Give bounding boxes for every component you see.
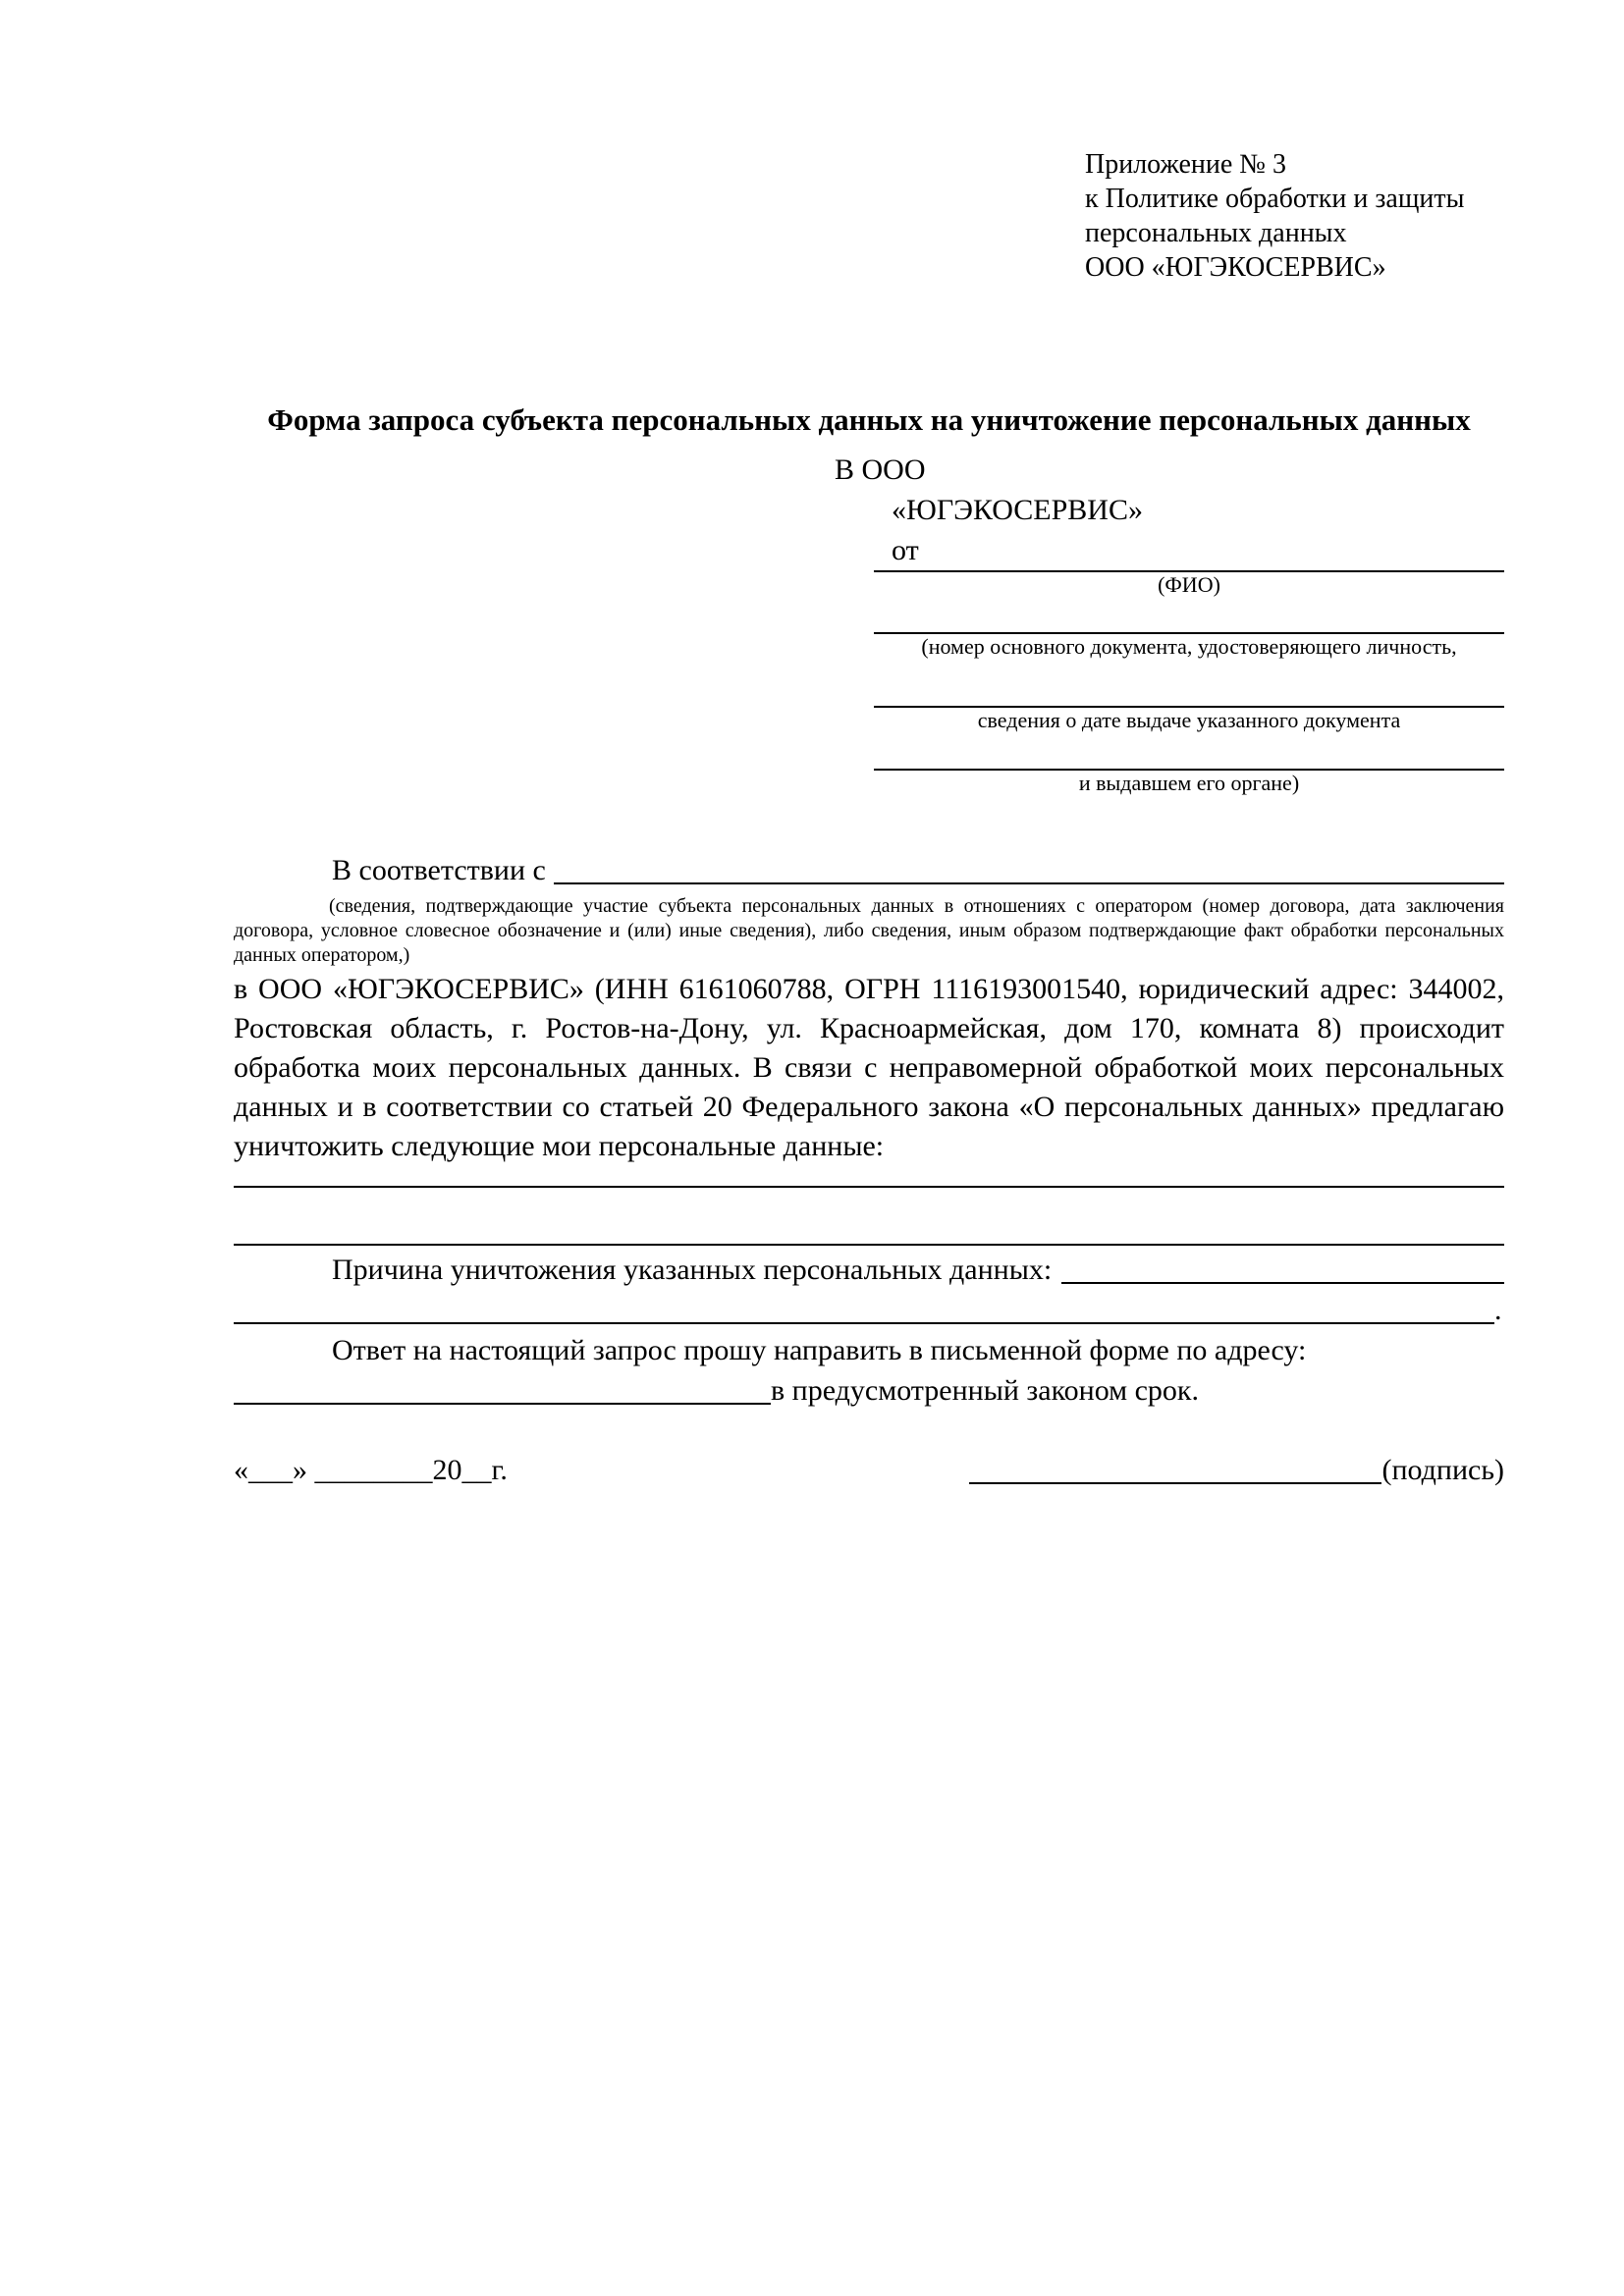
appendix-header-line: персональных данных xyxy=(1085,218,1347,248)
recipient-line-2: «ЮГЭКОСЕРВИС» xyxy=(892,494,1143,526)
reason-continuation-row xyxy=(234,1290,1504,1330)
data-blank-line-1 xyxy=(234,1166,1504,1188)
reason-continuation-blank-line xyxy=(234,1290,1494,1324)
body-paragraph: в ООО «ЮГЭКОСЕРВИС» (ИНН 6161060788, ОГРН 1116193001540, юридический адрес: 344002, Ростовская область, г. Ростов-на-Дону, ул. Красноармейская, дом 170, комната 8) происходит обработка моих персональных данных. В связи с неправомерной обработкой моих персональных данных и в соответствии со статьей 20 Федерального закона «О персональных данных» предлагаю уничтожить следующие мои персональные данные: xyxy=(234,973,1504,1162)
issuing-authority-field xyxy=(874,769,1504,796)
appendix-header-line: Приложение № 3 xyxy=(1085,149,1286,180)
issuing-authority-caption: и выдавшем его органе) xyxy=(1078,771,1300,795)
recipient-line-1: В ООО xyxy=(835,454,926,486)
issue-date-field xyxy=(874,706,1504,733)
form-title: Форма запроса субъекта персональных данных на уничтожение персональных данных xyxy=(267,402,1471,437)
document-number-field xyxy=(874,632,1504,660)
document-number-caption: (номер основного документа, удостоверяющего личность, xyxy=(921,634,1457,659)
fio-field xyxy=(874,570,1504,598)
reason-label: Причина уничтожения указанных персональных данных: xyxy=(332,1254,1053,1286)
document-content xyxy=(234,0,1504,1490)
reply-paragraph: Ответ на настоящий запрос прошу направить в письменной форме по адресу: xyxy=(332,1334,1307,1366)
data-blank-line-2 xyxy=(234,1188,1504,1246)
issue-date-caption: сведения о дате выдаче указанного документа xyxy=(977,708,1401,732)
date-line: «___» ________20__г. xyxy=(234,1454,508,1486)
signature-blank-line xyxy=(969,1482,1381,1484)
signature-block xyxy=(969,1450,1504,1490)
date-signature-row xyxy=(234,1450,1504,1490)
recipient-line-3: от xyxy=(892,534,919,566)
reason-row xyxy=(234,1250,1504,1290)
appendix-header xyxy=(1085,147,1504,285)
accordance-note: (сведения, подтверждающие участие субъекта персональных данных в отношениях с оператором (номер договора, дата заключения договора, условное словесное обозначение и (или) иные сведения), либо сведения, иным образом подтверждающие факт обработки персональных данных оператором,) xyxy=(234,895,1504,966)
reason-blank-line xyxy=(1061,1250,1504,1284)
accordance-lead: В соответствии с xyxy=(332,854,546,886)
recipient-block xyxy=(234,450,1504,570)
accordance-row xyxy=(234,850,1504,890)
period-mark: . xyxy=(1494,1294,1502,1326)
appendix-header-line: к Политике обработки и защиты xyxy=(1085,184,1465,214)
reply-address-row xyxy=(234,1370,1504,1411)
signature-caption: (подпись) xyxy=(1381,1454,1504,1486)
appendix-header-line: ООО «ЮГЭКОСЕРВИС» xyxy=(1085,252,1386,283)
reply-address-blank-line xyxy=(234,1370,771,1405)
fio-caption: (ФИО) xyxy=(1158,572,1220,597)
reply-tail: в предусмотренный законом срок. xyxy=(771,1374,1199,1407)
accordance-blank-line xyxy=(554,850,1504,884)
